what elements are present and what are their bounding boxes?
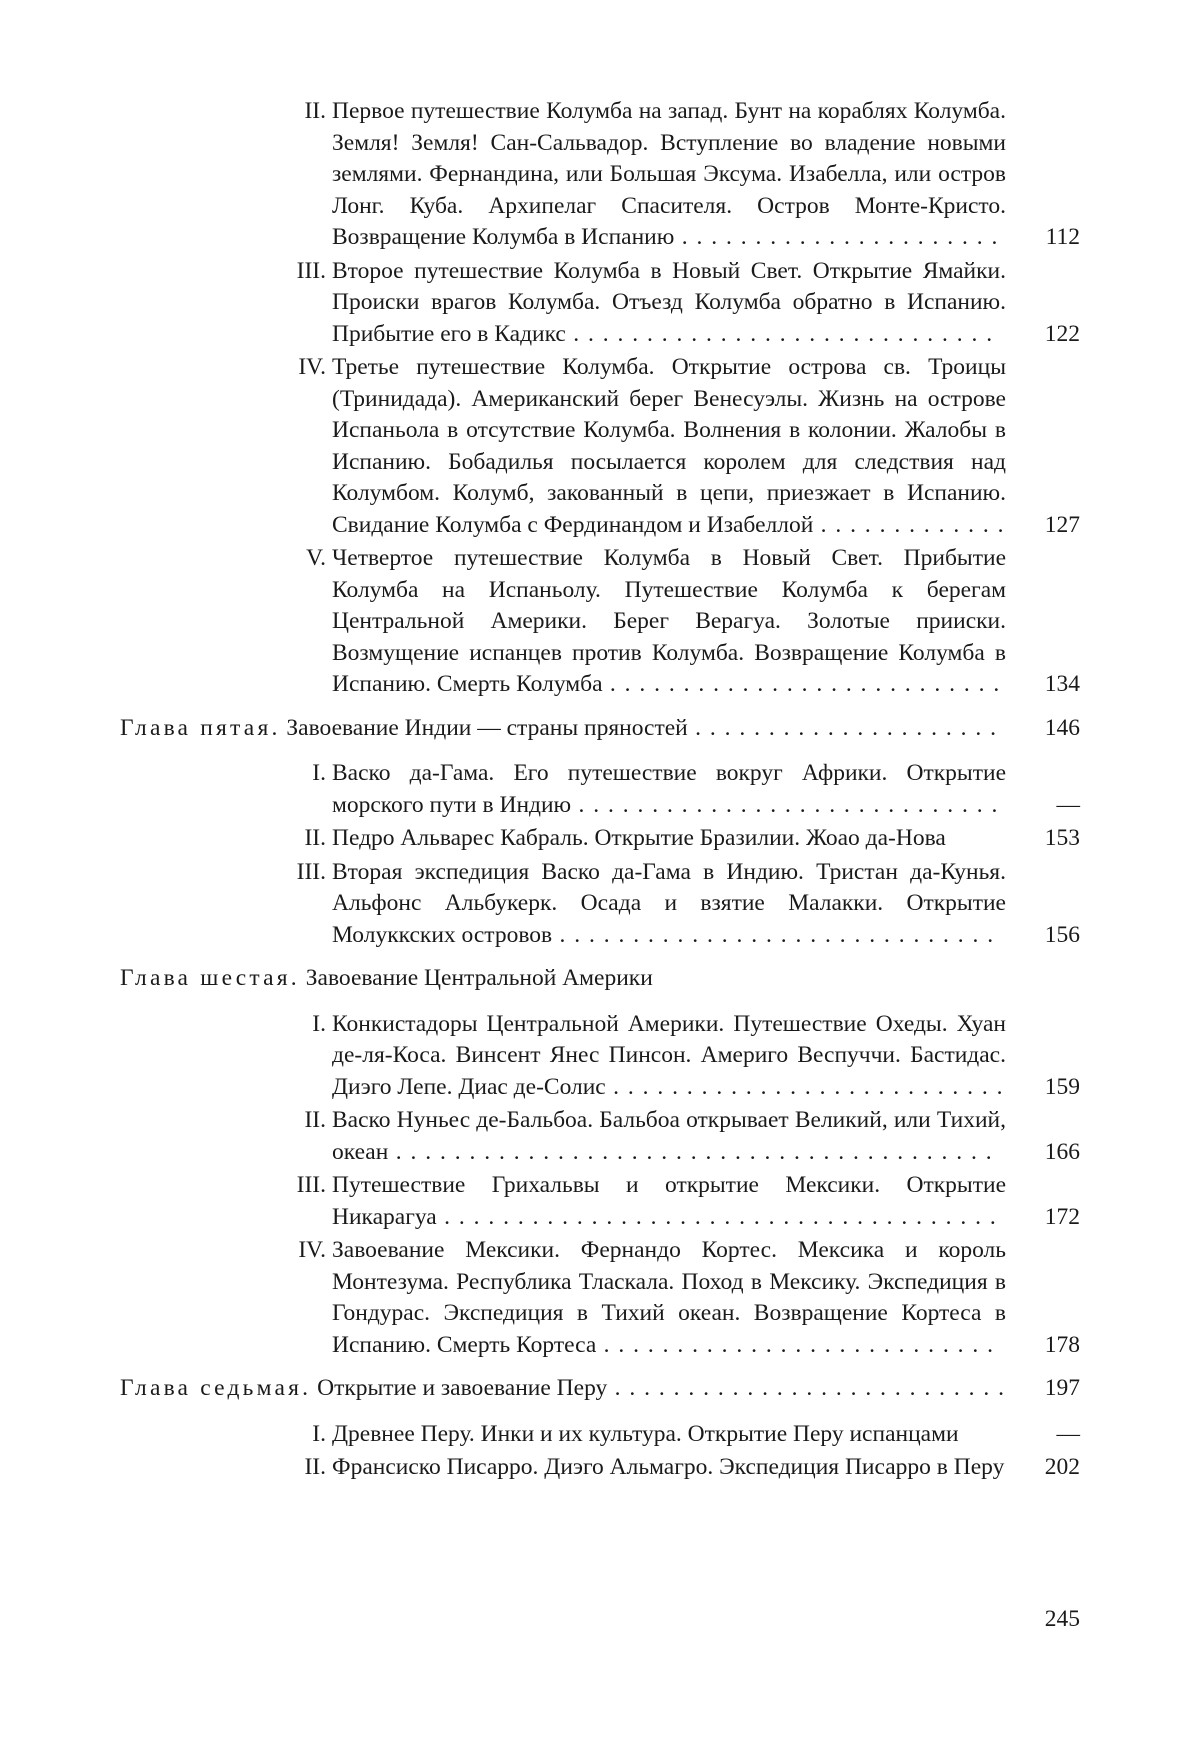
toc-entry-number: III.: [296, 858, 326, 885]
toc-entry-title: Васко Нуньес де-Бальбоа. Бальбоа открывает Великий, или Тихий, океан: [332, 1107, 1006, 1165]
page-number: 245: [1044, 1606, 1080, 1632]
toc-page-number: 178: [1044, 1331, 1080, 1358]
toc-entry-title: Франсиско Писарро. Диэго Альмагро. Экспедиция Писарро в Перу: [332, 1454, 1005, 1480]
table-of-contents: [120, 96, 1080, 1486]
toc-entry-body: [120, 823, 1006, 855]
toc-entry-title: Четвертое путешествие Колумба в Новый Свет. Прибытие Колумба на Испаньолу. Путешествие Колумба к берегам Центральной Америки. Берег Верагуа. Золотые прииски. Возмущение испанцев против Колумба. Возвращение Колумба в Испанию. Смерть Колумба: [332, 545, 1006, 697]
toc-entry-title: Открытие и завоевание Перу: [317, 1375, 608, 1401]
toc-entry: [120, 256, 1080, 351]
toc-entry-body: [120, 1170, 1006, 1233]
toc-entry-body: [120, 543, 1006, 701]
toc-entry-title: Третье путешествие Колумба. Открытие острова св. Троицы (Тринидада). Американский берег Венесуэлы. Жизнь на острове Испаньола в отсутствие Колумба. Волнения в колонии. Жалобы в Испанию. Бобадилья посылается королем для следствия над Колумбом. Колумб, закованный в цепи, приезжает в Испанию. Свидание Колумба с Фердинандом и Изабеллой: [332, 354, 1006, 538]
toc-entry-title: Путешествие Грихальвы и открытие Мексики. Открытие Никарагуа: [332, 1172, 1006, 1230]
toc-entry-body: [120, 713, 1006, 745]
toc-entry-text-wrap: [120, 963, 1006, 995]
toc-page-number: —: [1056, 791, 1080, 818]
toc-page-number: 156: [1044, 921, 1080, 948]
toc-entry-title: Первое путешествие Колумба на запад. Бунт на кораблях Колумба. Земля! Земля! Сан-Сальвадор. Вступление во владение новыми землями. Фернандина, или Большая Эксума. Изабелла, или остров Лонг. Куба. Архипелаг Спасителя. Остров Монте-Кристо. Возвращение Колумба в Испанию: [332, 98, 1006, 250]
toc-entry: [120, 1105, 1080, 1168]
dot-leader: . . . . . . . . . . . . . . . . . . . . . . . . . . . . .: [571, 791, 999, 818]
toc-chapter: [120, 963, 1080, 995]
toc-entry-text-wrap: [120, 1373, 1006, 1405]
dot-leader: . . . . . . . . . . . . . . . . . . . . . .: [674, 224, 999, 250]
toc-entry-text-wrap: [332, 1419, 1006, 1451]
toc-page-number: 159: [1044, 1073, 1080, 1100]
toc-entry: [120, 96, 1080, 254]
toc-entry-number: II.: [304, 98, 326, 124]
toc-entry-text-wrap: [332, 1105, 1006, 1168]
toc-entry-title: Второе путешествие Колумба в Новый Свет. Открытие Ямайки. Происки врагов Колумба. Отъезд Колумба обратно в Испанию. Прибытие его в Кадикс: [332, 257, 1006, 347]
toc-entry-text-wrap: [120, 713, 1006, 745]
dot-leader: . . . . . . . . . . . . . . . . . . . . . . . . . . . . . . . . . . . . . .: [436, 1203, 998, 1230]
toc-entry-title: Педро Альварес Кабраль. Открытие Бразилии. Жоао да-Нова: [332, 825, 946, 851]
toc-entry-body: [120, 352, 1006, 541]
toc-entry-number: II.: [304, 1454, 326, 1480]
toc-entry: [120, 857, 1080, 952]
toc-entry-number: IV.: [298, 354, 326, 380]
toc-entry-body: [120, 96, 1006, 254]
toc-entry-text-wrap: [332, 823, 1006, 855]
toc-entry-number: III.: [296, 1172, 326, 1198]
toc-entry-title: Древнее Перу. Инки и их культура. Открытие Перу испанцами: [332, 1420, 959, 1447]
toc-entry-title: Завоевание Центральной Америки: [305, 965, 653, 991]
dot-leader: . . . . . . . . . . . . . . . . . . . . . . . . . . .: [607, 1375, 1006, 1401]
toc-entry: [120, 1419, 1080, 1451]
toc-page-number: 166: [1044, 1138, 1080, 1165]
toc-entry-number: III.: [296, 257, 326, 284]
toc-page-number: 127: [1044, 511, 1080, 538]
toc-entry-body: [120, 1373, 1006, 1405]
toc-entry-text-wrap: [332, 1009, 1006, 1104]
toc-entry-body: [120, 256, 1006, 351]
toc-entry-number: I.: [312, 1010, 326, 1037]
toc-entry-number: I.: [312, 1420, 326, 1447]
toc-entry-body: [120, 963, 1006, 995]
toc-entry-number: V.: [306, 545, 326, 571]
toc-entry-text-wrap: [332, 543, 1006, 701]
toc-entry: [120, 543, 1080, 701]
toc-page-number: 134: [1044, 671, 1080, 697]
toc-entry-text-wrap: [332, 96, 1006, 254]
dot-leader: . . . . . . . . . . . . . . . . . . . . . . . . . . .: [602, 671, 1001, 697]
toc-entry: [120, 352, 1080, 541]
toc-entry-title: Васко да-Гама. Его путешествие вокруг Африки. Открытие морского пути в Индию: [332, 760, 1006, 818]
toc-entry-body: [120, 1105, 1006, 1168]
toc-entry-number: I.: [312, 760, 326, 786]
toc-entry-body: [120, 1009, 1006, 1104]
toc-entry-number: IV.: [298, 1237, 326, 1263]
dot-leader: . . . . . . . . . . . . . . . . . . . . . . . . . . . . . .: [552, 921, 995, 948]
toc-entry-text-wrap: [332, 1170, 1006, 1233]
toc-entry-text-wrap: [332, 1235, 1006, 1361]
toc-chapter: [120, 1373, 1080, 1405]
toc-entry-title: Завоевание Мексики. Фернандо Кортес. Мексика и король Монтезума. Республика Тласкала. Поход в Мексику. Экспедиция в Гондурас. Экспедиция в Тихий океан. Возвращение Кортеса в Испанию. Смерть Кортеса: [332, 1237, 1006, 1358]
toc-entry: [120, 1170, 1080, 1233]
toc-entry-number: II.: [304, 1107, 326, 1133]
chapter-label: Глава седьмая.: [120, 1375, 312, 1401]
dot-leader: . . . . . . . . . . . . . . . . . . . . .: [687, 714, 998, 741]
toc-page-number: —: [1056, 1420, 1080, 1447]
toc-entry: [120, 1009, 1080, 1104]
chapter-label: Глава шестая.: [120, 965, 300, 991]
toc-entry: [120, 823, 1080, 855]
toc-entry-body: [120, 857, 1006, 952]
toc-entry-text-wrap: [332, 758, 1006, 821]
chapter-label: Глава пятая.: [120, 714, 281, 741]
toc-page-number: 197: [1044, 1375, 1080, 1401]
toc-page-number: 122: [1044, 320, 1080, 347]
toc-page-number: 172: [1044, 1203, 1080, 1230]
toc-page-number: 112: [1045, 224, 1080, 250]
toc-entry-title: Вторая экспедиция Васко да-Гама в Индию. Тристан да-Кунья. Альфонс Альбукерк. Осада и взятие Малакки. Открытие Молуккских островов: [332, 858, 1006, 948]
toc-entry: [120, 1452, 1080, 1484]
toc-chapter: [120, 713, 1080, 745]
toc-page-number: 202: [1044, 1454, 1080, 1480]
toc-entry: [120, 758, 1080, 821]
dot-leader: . . . . . . . . . . . . . . . . . . . . . . . . . . .: [596, 1331, 995, 1358]
toc-entry-body: [120, 758, 1006, 821]
toc-entry-body: [120, 1235, 1006, 1361]
toc-entry-text-wrap: [332, 256, 1006, 351]
toc-page-number: 153: [1044, 825, 1080, 851]
toc-entry-title: Конкистадоры Центральной Америки. Путешествие Охеды. Хуан де-ля-Коса. Винсент Янес Пинсон. Америго Веспуччи. Бастидас. Диэго Лепе. Диас де-Солис: [332, 1010, 1006, 1100]
toc-entry-title: Завоевание Индии — страны пряностей: [286, 714, 688, 741]
dot-leader: . . . . . . . . . . . . .: [813, 511, 1006, 538]
dot-leader: . . . . . . . . . . . . . . . . . . . . . . . . . . . . . . . . . . . . . . . . .: [388, 1138, 994, 1165]
toc-page-number: 146: [1044, 714, 1080, 741]
toc-entry: [120, 1235, 1080, 1361]
toc-entry-number: II.: [304, 825, 326, 851]
toc-entry-body: [120, 1419, 1006, 1451]
toc-entry-text-wrap: [332, 857, 1006, 952]
toc-entry-text-wrap: [332, 1452, 1006, 1484]
toc-entry-text-wrap: [332, 352, 1006, 541]
toc-entry-body: [120, 1452, 1006, 1484]
dot-leader: . . . . . . . . . . . . . . . . . . . . . . . . . . . . .: [565, 320, 994, 347]
dot-leader: . . . . . . . . . . . . . . . . . . . . . . . . . . .: [605, 1073, 1004, 1100]
